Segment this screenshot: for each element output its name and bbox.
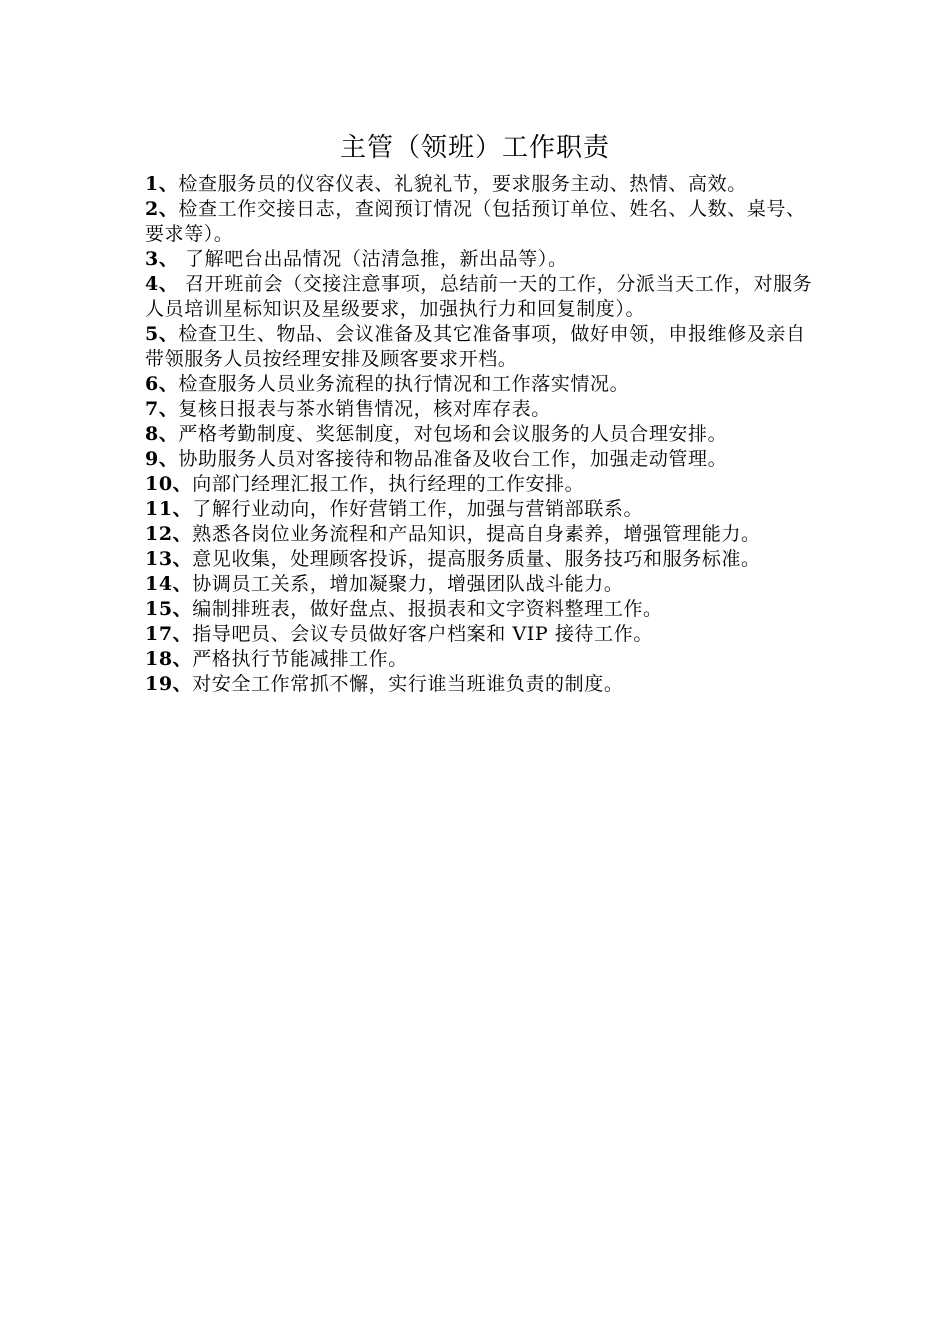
list-item: [145, 172, 825, 197]
list-item: [145, 372, 825, 397]
item-number: 3、: [145, 248, 179, 270]
item-text: 熟悉各岗位业务流程和产品知识，提高自身素养，增强管理能力。: [192, 523, 761, 545]
document-title: 主管（领班）工作职责: [339, 133, 610, 163]
item-number: 7、: [145, 398, 179, 420]
duty-list: [145, 172, 825, 697]
item-number: 15、: [145, 598, 193, 620]
item-number: 5、: [145, 323, 179, 345]
item-number: 2、: [145, 198, 179, 220]
item-number: 13、: [145, 548, 193, 570]
item-text: 严格执行节能减排工作。: [192, 648, 408, 670]
list-item: [145, 647, 825, 672]
item-text: 了解吧台出品情况（沽清急推，新出品等）。: [178, 248, 568, 270]
item-number: 14、: [145, 573, 193, 595]
list-item: [145, 622, 825, 647]
list-item: [145, 547, 825, 572]
item-number: 18、: [145, 648, 193, 670]
item-number: 4、: [145, 273, 179, 295]
item-text: 意见收集，处理顾客投诉，提高服务质量、服务技巧和服务标准。: [192, 548, 761, 570]
item-number: 8、: [145, 423, 179, 445]
list-item: [145, 597, 825, 622]
item-text: 严格考勤制度、奖惩制度，对包场和会议服务的人员合理安排。: [178, 423, 728, 445]
item-text: 检查服务人员业务流程的执行情况和工作落实情况。: [178, 373, 630, 395]
list-item: [145, 322, 825, 372]
list-item: [145, 497, 825, 522]
item-text: 检查服务员的仪容仪表、礼貌礼节，要求服务主动、热情、高效。: [178, 173, 747, 195]
list-item: [145, 672, 825, 697]
item-text: 协助服务人员对客接待和物品准备及收台工作，加强走动管理。: [178, 448, 728, 470]
item-number: 9、: [145, 448, 179, 470]
list-item: [145, 397, 825, 422]
item-number: 12、: [145, 523, 193, 545]
item-number: 1、: [145, 173, 179, 195]
list-item: [145, 447, 825, 472]
list-item: [145, 572, 825, 597]
item-number: 11、: [145, 498, 193, 520]
item-number: 19、: [145, 673, 193, 695]
list-item: [145, 422, 825, 447]
item-text: 编制排班表，做好盘点、报损表和文字资料整理工作。: [192, 598, 663, 620]
item-text: 召开班前会（交接注意事项，总结前一天的工作，分派当天工作，对服务人员培训星标知识及星级要求，加强执行力和回复制度）。: [145, 273, 813, 320]
item-text: 指导吧员、会议专员做好客户档案和 VIP 接待工作。: [192, 623, 653, 645]
item-number: 17、: [145, 623, 193, 645]
item-number: 10、: [145, 473, 193, 495]
list-item: [145, 522, 825, 547]
list-item: [145, 247, 825, 272]
item-number: 6、: [145, 373, 179, 395]
item-text: 了解行业动向，作好营销工作，加强与营销部联系。: [192, 498, 644, 520]
item-text: 检查卫生、物品、会议准备及其它准备事项，做好申领，申报维修及亲自带领服务人员按经理安排及顾客要求开档。: [145, 323, 806, 370]
item-text: 对安全工作常抓不懈，实行谁当班谁负责的制度。: [192, 673, 624, 695]
item-text: 复核日报表与茶水销售情况，核对库存表。: [178, 398, 551, 420]
list-item: [145, 272, 825, 322]
item-text: 协调员工关系，增加凝聚力，增强团队战斗能力。: [192, 573, 624, 595]
list-item: [145, 472, 825, 497]
item-text: 向部门经理汇报工作，执行经理的工作安排。: [192, 473, 585, 495]
item-text: 检查工作交接日志，查阅预订情况（包括预订单位、姓名、人数、桌号、要求等）。: [145, 198, 806, 245]
list-item: [145, 197, 825, 247]
